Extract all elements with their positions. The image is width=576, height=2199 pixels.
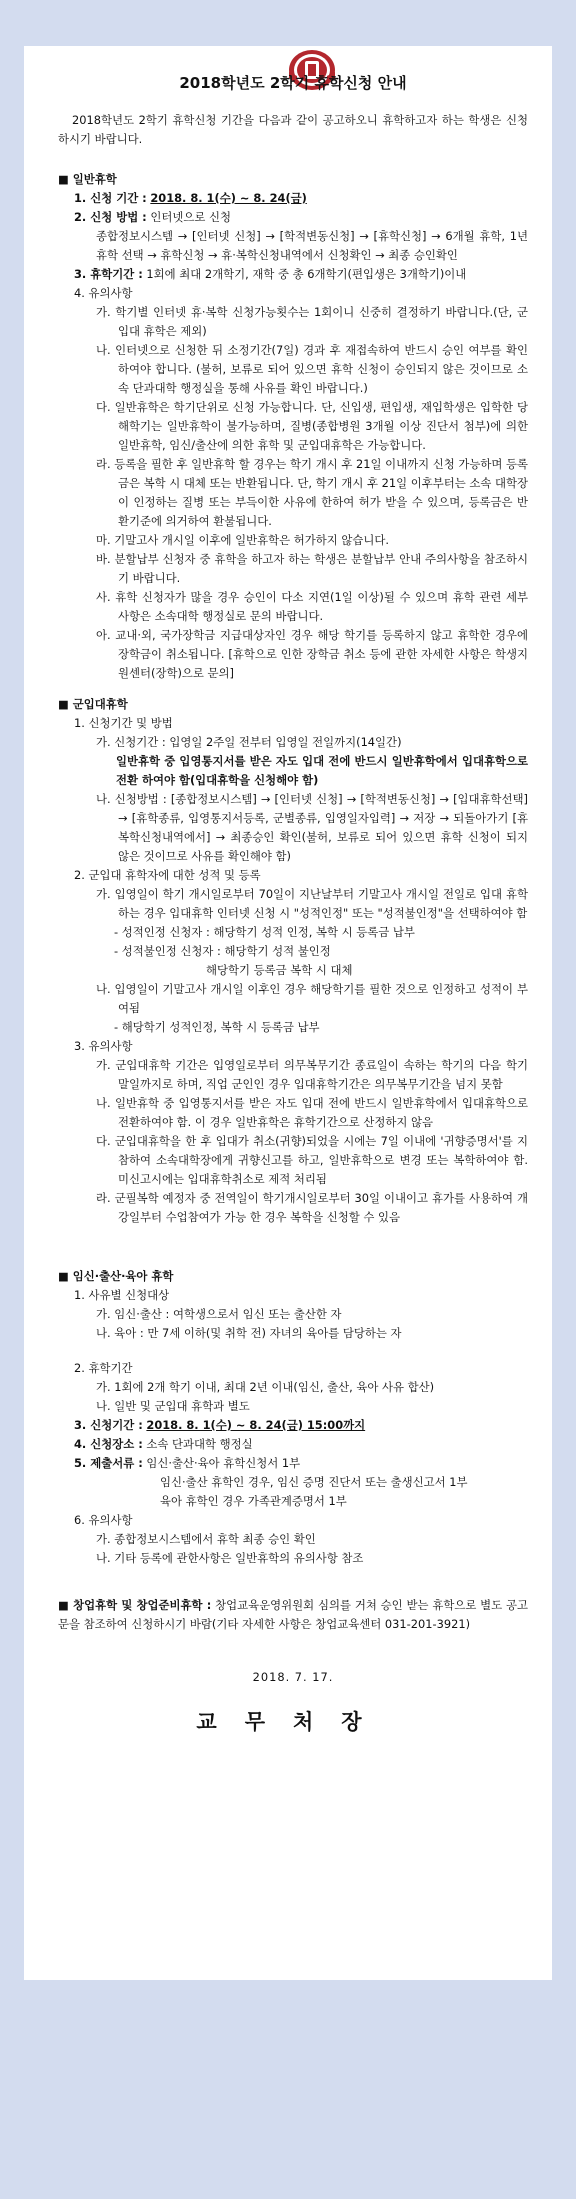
general-duration-value: 1회에 최대 2개학기, 재학 중 총 6개학기(편입생은 3개학기)이내 xyxy=(146,267,467,281)
general-note: 아. 교내·외, 국가장학금 지급대상자인 경우 해당 학기를 등록하지 않고 휴학한 경우에 장학금이 취소됩니다. [휴학으로 인한 장학금 취소 등에 관한 자세한 사항은 학생지원센터(장학)으로 문의] xyxy=(96,628,528,680)
general-note: 바. 분할납부 신청자 중 휴학을 하고자 하는 학생은 분할납부 안내 주의사항을 참조하시기 바랍니다. xyxy=(96,552,528,585)
military-s2-a3: 해당학기 등록금 복학 시 대체 xyxy=(206,963,353,977)
general-method-detail: 종합정보시스템 → [인터넷 신청] → [학적변동신청] → [휴학신청] → 6개월 휴학, 1년 휴학 선택 → 휴학신청 → 휴·복학신청내역에서 신청확인 → 최종 승인확인 xyxy=(96,229,528,262)
general-note: 다. 일반휴학은 학기단위로 신청 가능합니다. 단, 신입생, 편입생, 재입학생은 입학한 당해학기는 일반휴학이 불가능하며, 질병(종합병원 3개월 이상 진단서 첨부)에 의한 일반휴학, 임신/출산에 의한 휴학 및 군입대휴학은 가능합니다. xyxy=(96,400,528,452)
section-startup xyxy=(58,1596,528,1634)
notice-document xyxy=(58,74,528,1732)
pregnancy-place xyxy=(74,1435,528,1454)
general-notes-label: 4. 유의사항 xyxy=(74,286,133,300)
military-s2-a: 가. 입영일이 학기 개시일로부터 70일이 지난날부터 기말고사 개시일 전일로 입대 휴학하는 경우 입대휴학 인터넷 신청 시 "성적인정" 또는 "성적불인정"을 선택하여야 함 xyxy=(96,887,528,920)
military-s3-label: 3. 유의사항 xyxy=(74,1039,133,1053)
military-s1-a-bold: 일반휴학 중 입영통지서를 받은 자도 입대 전에 반드시 일반휴학에서 입대휴학으로 전환 하여야 함(입대휴학을 신청해야 함) xyxy=(116,754,528,787)
military-note: 라. 군필복학 예정자 중 전역일이 학기개시일로부터 30일 이내이고 휴가를 사용하여 개강일부터 수업참여가 가능 한 경우 복학을 신청할 수 있음 xyxy=(96,1191,528,1224)
military-s1-a: 가. 신청기간 : 입영일 2주일 전부터 입영일 전일까지(14일간) xyxy=(96,735,402,749)
general-note: 가. 학기별 인터넷 휴·복학 신청가능횟수는 1회이니 신중히 결정하기 바랍니다.(단, 군입대 휴학은 제외) xyxy=(96,305,528,338)
pregnancy-documents-value: 임신·출산·육아 휴학신청서 1부 xyxy=(146,1456,301,1470)
military-note: 가. 군입대휴학 기간은 입영일로부터 의무복무기간 종료일이 속하는 학기의 다음 학기 말일까지로 하며, 직업 군인인 경우 입대휴학기간은 의무복무기간을 넘지 못함 xyxy=(96,1058,528,1091)
general-note: 사. 휴학 신청자가 많을 경우 승인이 다소 지연(1일 이상)될 수 있으며 휴학 관련 세부 사항은 소속대학 행정실로 문의 바랍니다. xyxy=(96,590,528,623)
general-period xyxy=(74,189,528,208)
general-duration xyxy=(74,265,528,284)
pregnancy-s2-a: 가. 1회에 2개 학기 이내, 최대 2년 이내(임신, 출산, 육아 사유 합산) xyxy=(96,1380,435,1394)
section-pregnancy-heading: ■ 임신·출산·육아 휴학 xyxy=(58,1267,528,1286)
military-s2-a1: - 성적인정 신청자 : 해당학기 성적 인정, 복학 시 등록금 납부 xyxy=(114,925,415,939)
notice-page xyxy=(24,46,552,1980)
pregnancy-s1-a: 가. 임신·출산 : 여학생으로서 임신 또는 출산한 자 xyxy=(96,1307,342,1321)
general-method-label: 2. 신청 방법 : xyxy=(74,210,147,224)
military-s2-label: 2. 군입대 휴학자에 대한 성적 및 등록 xyxy=(74,868,261,882)
section-general-heading: ■ 일반휴학 xyxy=(58,170,528,189)
pregnancy-s2-label: 2. 휴학기간 xyxy=(74,1361,133,1375)
general-note: 마. 기말고사 개시일 이후에 일반휴학은 허가하지 않습니다. xyxy=(96,533,390,547)
pregnancy-place-label: 4. 신청장소 : xyxy=(74,1437,143,1451)
page-title: 2018학년도 2학기 휴학신청 안내 xyxy=(179,74,407,92)
general-period-value: 2018. 8. 1(수) ~ 8. 24(금) xyxy=(150,191,307,205)
pregnancy-s1-label: 1. 사유별 신청대상 xyxy=(74,1288,170,1302)
section-startup-heading: 창업휴학 및 창업준비휴학 : xyxy=(73,1598,212,1612)
startup-text: 창업교육운영위원회 심의를 거쳐 승인 받는 휴학으로 별도 공고문을 참조하여 신청하시기 바람(기타 자세한 사항은 창업교육센터 031-201-3921) xyxy=(58,1598,529,1631)
military-s1-label: 1. 신청기간 및 방법 xyxy=(74,716,173,730)
pregnancy-s1-b: 나. 육아 : 만 7세 이하(및 취학 전) 자녀의 육아를 담당하는 자 xyxy=(96,1326,402,1340)
pregnancy-documents-label: 5. 제출서류 : xyxy=(74,1456,143,1470)
pregnancy-period-value: 2018. 8. 1(수) ~ 8. 24(금) 15:00까지 xyxy=(146,1418,366,1432)
general-note: 라. 등록을 필한 후 일반휴학 할 경우는 학기 개시 후 21일 이내까지 신청 가능하며 등록금은 복학 시 대체 또는 반환됩니다. 단, 학기 개시 후 21일 이후부터는 소속 대학장이 인정하는 질병 또는 부득이한 사유에 한하여 허가 받을 수 있으며, 등록금은 반환기준에 의거하여 환불됩니다. xyxy=(96,457,528,528)
general-method-value: 인터넷으로 신청 xyxy=(150,210,231,224)
general-method xyxy=(74,208,528,227)
intro-paragraph: 2018학년도 2학기 휴학신청 기간을 다음과 같이 공고하오니 휴학하고자 하는 학생은 신청하시기 바랍니다. xyxy=(58,113,528,146)
pregnancy-period xyxy=(74,1416,528,1435)
military-note: 나. 일반휴학 중 입영통지서를 받은 자도 입대 전에 반드시 일반휴학에서 입대휴학으로 전환하여야 함. 이 경우 일반휴학은 휴학기간으로 산정하지 않음 xyxy=(96,1096,528,1129)
notice-date: 2018. 7. 17. xyxy=(252,1670,334,1684)
pregnancy-s6-label: 6. 유의사항 xyxy=(74,1513,133,1527)
general-note: 나. 인터넷으로 신청한 뒤 소정기간(7일) 경과 후 재접속하여 반드시 승인 여부를 확인하여야 합니다. (불허, 보류로 되어 있으면 휴학 신청이 승인되지 않은 것이므로 소속 단과대학 행정실을 통해 사유를 확인 바랍니다.) xyxy=(96,343,528,395)
general-duration-label: 3. 휴학기간 : xyxy=(74,267,143,281)
section-military-heading: ■ 군입대휴학 xyxy=(58,695,528,714)
pregnancy-s6-b: 나. 기타 등록에 관한사항은 일반휴학의 유의사항 참조 xyxy=(96,1551,364,1565)
pregnancy-documents xyxy=(74,1454,528,1473)
pregnancy-documents-detail: 임신·출산 휴학인 경우, 임신 증명 진단서 또는 출생신고서 1부 xyxy=(160,1475,468,1489)
military-s2-b: 나. 입영일이 기말고사 개시일 이후인 경우 해당학기를 필한 것으로 인정하고 성적이 부여됨 xyxy=(96,982,528,1015)
military-s1-b: 나. 신청방법 : [종합정보시스템] → [인터넷 신청] → [학적변동신청] → [입대휴학선택] → [휴학종류, 입영통지서등록, 군별종류, 입영일자입력] → 저장 → 되돌아가기 [휴복학신청내역에서] → 최종승인 확인(불허, 보류로 되어 있으면 휴학 신청이 되지 않은 것이므로 사유를 확인해야 함) xyxy=(96,792,528,863)
pregnancy-documents-detail: 육아 휴학인 경우 가족관계증명서 1부 xyxy=(160,1494,347,1508)
pregnancy-period-label: 3. 신청기간 : xyxy=(74,1418,143,1432)
startup-heading-marker: ■ xyxy=(58,1598,74,1612)
issuing-office: 교무처장 xyxy=(196,1710,390,1734)
pregnancy-s2-b: 나. 일반 및 군입대 휴학과 별도 xyxy=(96,1399,250,1413)
pregnancy-place-value: 소속 단과대학 행정실 xyxy=(146,1437,253,1451)
military-s2-b1: - 해당학기 성적인정, 복학 시 등록금 납부 xyxy=(114,1020,320,1034)
military-s2-a2: - 성적불인정 신청자 : 해당학기 성적 불인정 xyxy=(114,944,331,958)
pregnancy-s6-a: 가. 종합정보시스템에서 휴학 최종 승인 확인 xyxy=(96,1532,316,1546)
general-period-label: 1. 신청 기간 : xyxy=(74,191,147,205)
military-note: 다. 군입대휴학을 한 후 입대가 취소(귀향)되었을 시에는 7일 이내에 '귀향증명서'를 지참하여 소속대학장에게 귀향신고를 하고, 일반휴학으로 변경 또는 복학하여야 함. 미신고시에는 입대휴학취소로 제적 처리됨 xyxy=(96,1134,528,1186)
